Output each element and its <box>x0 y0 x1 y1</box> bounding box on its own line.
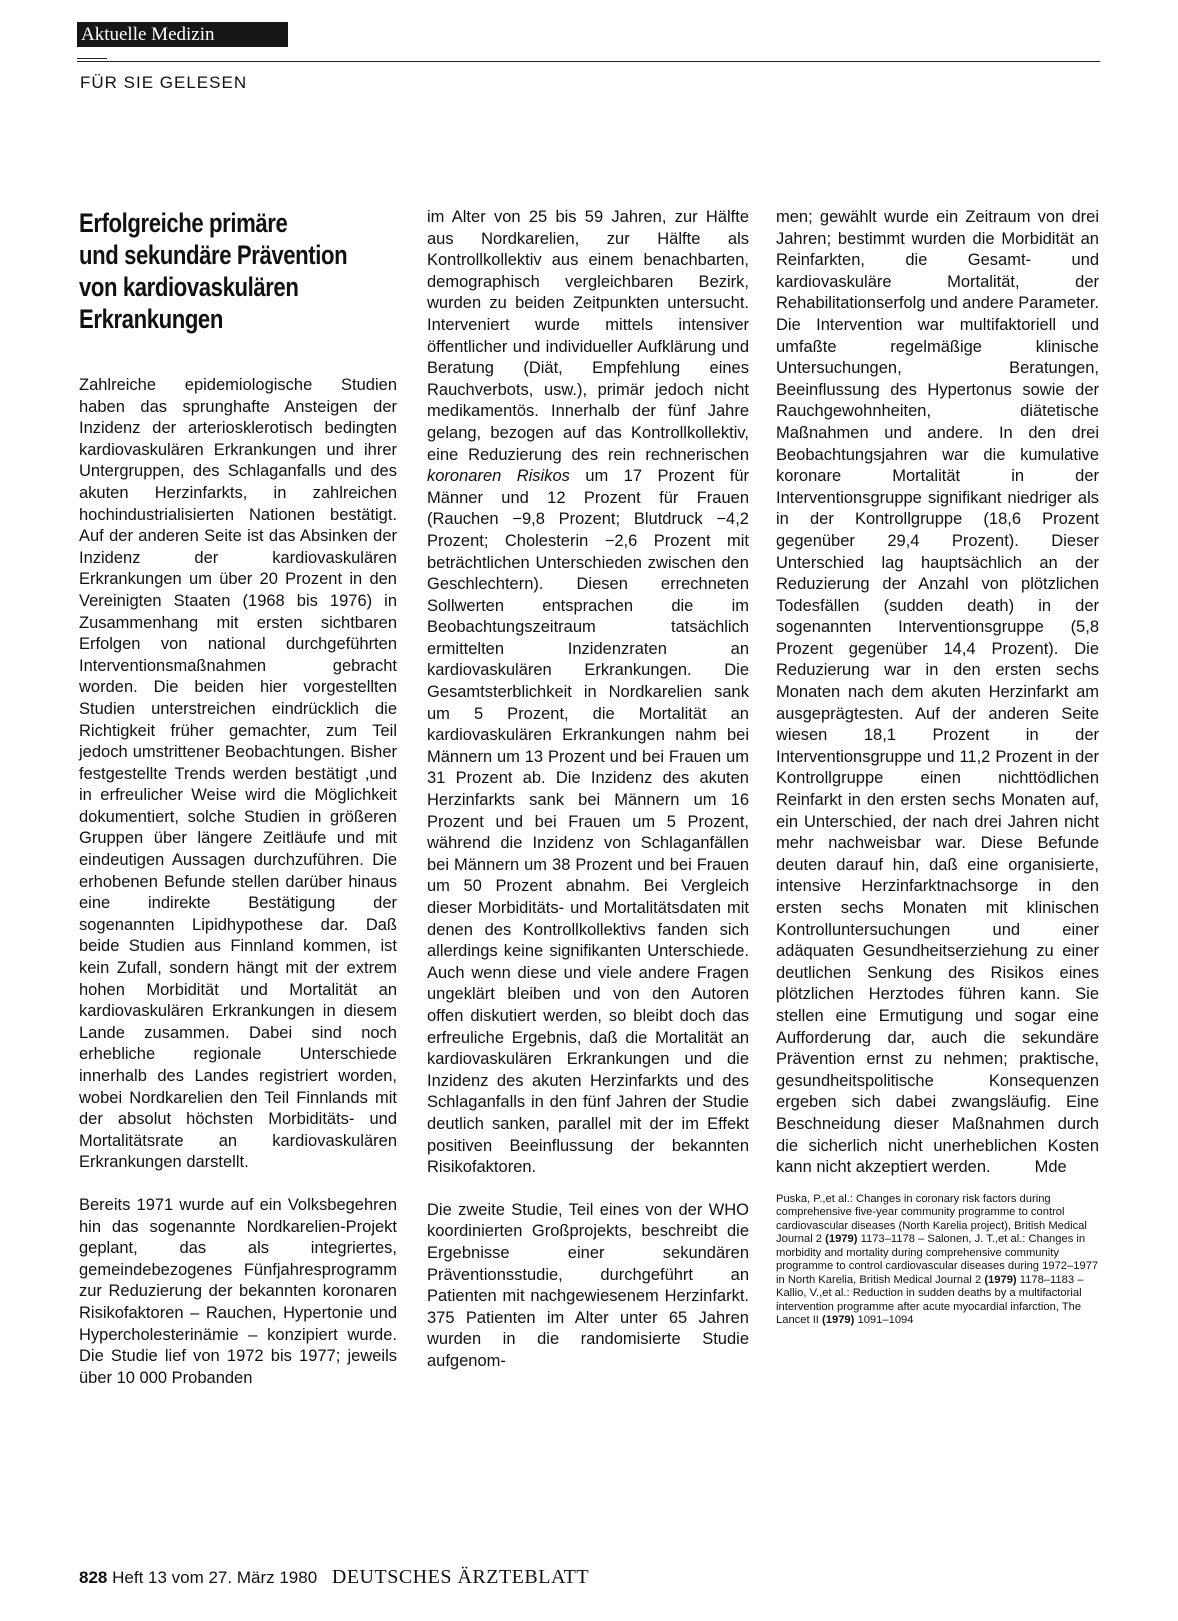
body-text: um 17 Prozent für Männer und 12 Prozent für Frauen (Rauchen −9,8 Prozent; Blutdruck −4,2 Prozent; Cholesterin −2,6 Prozent mit beträchtlichen Unterschieden zwischen den Geschlechtern). Diesen errechneten Sollwerten entsprachen die im Beobachtungszeitraum tatsächlich ermittelten Inzidenzraten an kardiovaskulären Erkrankungen. Die Gesamtsterblichkeit in Nordkarelien sank um 5 Prozent, die Mortalität an kardiovaskulären Erkrankungen nahm bei Männern um 13 Prozent und bei Frauen um 31 Prozent ab. Die Inzidenz des akuten Herzinfarkts sank bei Männern um 16 Prozent und bei Frauen um 5 Prozent, während die Inzidenz von Schlaganfällen bei Männern um 38 Prozent und bei Frauen um 50 Prozent abnahm. Bei Vergleich dieser Morbiditäts- und Mortalitätsdaten mit denen des Kontrollkollektivs fanden sich allerdings keine signifikanten Unterschiede. Auch wenn diese und viele andere Fragen ungeklärt bleiben und von den Autoren offen diskutiert werden, so bleibt doch das erfreuliche Ergebnis, daß die Mortalität an kardiovaskulären Erkrankungen und die Inzidenz des akuten Herzinfarkts und des Schlaganfalls in den fünf Jahren der Studie deutlich sanken, parallel mit der im Effekt positiven Beeinflussung der bekannten Risikofaktoren. <box>427 467 749 1177</box>
page-number: 828 <box>79 1568 108 1587</box>
references <box>776 1193 1099 1328</box>
section-label: FÜR SIE GELESEN <box>80 73 248 92</box>
reference-year: (1979) <box>984 1273 1017 1286</box>
body-text: im Alter von 25 bis 59 Jahren, zur Hälfte aus Nordkarelien, zur Hälfte als Kontrollkollektiv aus einem benachbarten, demographisch vergleichbaren Bezirk, wurden zu beiden Zeitpunkten untersucht. Interveniert wurde mittels intensiver öffentlicher und individueller Aufklärung und Beratung (Diät, Empfehlung eines Rauchverbots, usw.), primär jedoch nicht medikamentös. Innerhalb der fünf Jahre gelang, bezogen auf das Kontrollkollektiv, eine Reduzierung des rein rechnerischen <box>427 208 749 464</box>
rubric-banner: Aktuelle Medizin <box>77 22 288 47</box>
reference-year: (1979) <box>822 1314 855 1327</box>
article-headline <box>79 207 399 335</box>
header-rule-short <box>77 58 107 59</box>
headline-line: Erkrankungen <box>79 304 223 334</box>
body-paragraph <box>427 207 749 1179</box>
body-paragraph <box>776 207 1099 1179</box>
headline-line: von kardiovaskulären <box>79 272 299 302</box>
column-3 <box>776 207 1099 1328</box>
headline-line: Erfolgreiche primäre <box>79 208 288 238</box>
body-paragraph: Zahlreiche epidemiologische Studien haben das sprunghafte Ansteigen der Inzidenz der arteriosklerotisch bedingten kardiovaskulären Erkrankungen und ihrer Untergruppen, des Schlaganfalls und des akuten Herzinfarkts, in zahlreichen hochindustrialisierten Nationen bestätigt. Auf der anderen Seite ist das Absinken der Inzidenz der kardiovaskulären Erkrankungen um über 20 Prozent in den Vereinigten Staaten (1968 bis 1976) in Zusammenhang mit ersten sichtbaren Erfolgen von national durchgeführten Interventionsmaßnahmen gebracht worden. Die beiden hier vorgestellten Studien unterstreichen eindrücklich die Richtigkeit früher gemachter, zum Teil jedoch umstrittener Beobachtungen. Bisher festgestellte Trends werden bestätigt ,und in erfreulicher Weise wird die Möglichkeit dokumentiert, solche Studien in größeren Gruppen über längere Zeitläufe und mit eindeutigen Aussagen durchzuführen. Die erhobenen Befunde stellen darüber hinaus eine indirekte Bestätigung der sogenannten Lipidhypothese dar. Daß beide Studien aus Finnland kommen, ist kein Zufall, sondern hängt mit der extrem hohen Morbidität und Mortalität an kardiovaskulären Erkrankungen in diesem Lande zusammen. Dabei sind noch erhebliche regionale Unterschiede innerhalb des Landes registriert worden, wobei Nordkarelien den Teil Finnlands mit der absolut höchsten Morbiditäts- und Mortalitätsrate an kardiovaskulären Erkrankungen darstellt. <box>79 376 397 1172</box>
reference-text: Puska, P.,et al.: Changes in coronary risk factors during comprehensive five-year community programme to control cardiovascular diseases (North Karelia project), British Medical Journal 2 <box>776 1192 1087 1246</box>
body-text: men; gewählt wurde ein Zeitraum von drei Jahren; bestimmt wurden die Morbidität an Reinfarkten, die Gesamt- und kardiovaskuläre Mortalität, der Rehabilitationserfolg und andere Parameter. Die Intervention war multifaktoriell und umfaßte regelmäßige klinische Untersuchungen, Beratungen, Beeinflussung des Hypertonus sowie der Rauchgewohnheiten, diätetische Maßnahmen und andere. In den drei Beobachtungsjahren war die kumulative koronare Mortalität in der Interventionsgruppe signifikant niedriger als in der Kontrollgruppe (18,6 Prozent gegenüber 29,4 Prozent). Dieser Unterschied lag hauptsächlich an der Reduzierung der Anzahl von plötzlichen Todesfällen (sudden death) in der sogenannten Interventionsgruppe (5,8 Prozent gegenüber 14,4 Prozent). Die Reduzierung war in den ersten sechs Monaten nach dem akuten Herzinfarkt am ausgeprägtesten. Auf der anderen Seite wiesen 18,1 Prozent in der Interventionsgruppe und 11,2 Prozent in der Kontrollgruppe einen nichttödlichen Reinfarkt in den ersten sechs Monaten auf, ein Unterschied, der nach drei Jahren nicht mehr nachweisbar war. Diese Befunde deuten darauf hin, daß eine organisierte, intensive Herzinfarktnachsorge in den ersten sechs Monaten mit klinischen Kontrolluntersuchungen und einer adäquaten Gesundheitserziehung zu einer deutlichen Senkung des Risikos eines plötzlichen Herztodes führen kann. Sie stellen eine Ermutigung und sogar eine Aufforderung dar, auch die sekundäre Prävention ernst zu nehmen; praktische, gesundheitspolitische Konsequenzen ergeben sich dabei zwangsläufig. Eine Beschneidung dieser Maßnahmen durch die sicherlich nicht unerheblichen Kosten kann nicht akzeptiert werden. <box>776 208 1099 1177</box>
body-paragraph: Die zweite Studie, Teil eines von der WHO koordinierten Großprojekts, beschreibt die Ergebnisse einer sekundären Präventionsstudie, durchgeführt an Patienten mit nachgewiesenem Herzinfarkt. 375 Patienten im Alter unter 65 Jahren wurden in die randomisierte Studie aufgenom- <box>427 1200 749 1370</box>
header-rule <box>77 61 1100 62</box>
column-1 <box>79 207 397 1389</box>
reference-year: (1979) <box>825 1233 858 1246</box>
reference-text: 1173–1178 – Salonen, J. T.,et al.: Changes in morbidity and mortality during comprehensive community programme to control cardiovascular diseases during 1972–1977 in North Karelia, British Medical Journal 2 <box>776 1233 1099 1286</box>
column-2 <box>427 207 749 1372</box>
journal-name: DEUTSCHES ÄRZTEBLATT <box>331 1566 590 1588</box>
page-footer <box>79 1566 589 1589</box>
reference-text: 1178–1183 – Kallio, V.,et al.: Reduction in sudden deaths by a multifactorial intervention programme after acute myocardial infarction, The Lancet II <box>776 1273 1084 1327</box>
reference-text: 1091–1094 <box>854 1314 914 1327</box>
emphasis-text: koronaren Risikos <box>427 467 570 486</box>
body-paragraph: Bereits 1971 wurde auf ein Volksbegehren hin das sogenannte Nordkarelien-Projekt geplant, das als integriertes, gemeindebezogenes Fünfjahresprogramm zur Reduzierung der bekannten koronaren Risikofaktoren – Rauchen, Hypertonie und Hypercholesterinämie – konzipiert wurde. Die Studie lief von 1972 bis 1977; jeweils über 10 000 Probanden <box>79 1195 397 1387</box>
author-signature: Mde <box>1034 1158 1067 1177</box>
headline-line: und sekundäre Prävention <box>79 240 348 270</box>
issue-info: Heft 13 vom 27. März 1980 <box>112 1568 318 1587</box>
